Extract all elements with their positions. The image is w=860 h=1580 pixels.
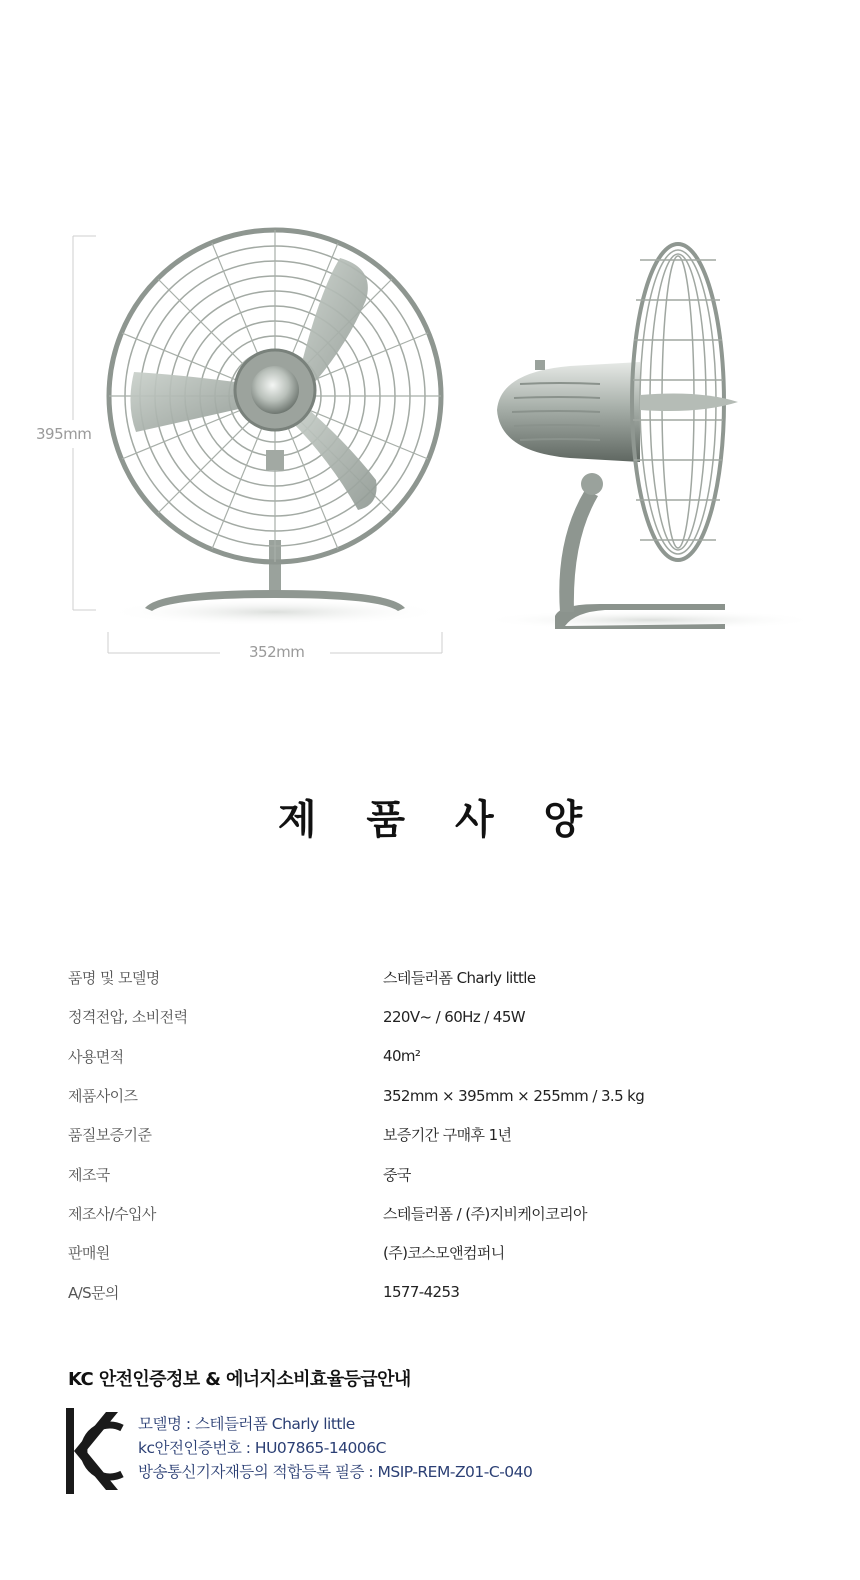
spec-value: 스테들러폼 / (주)지비케이코리아 — [383, 1204, 587, 1223]
spec-label: A/S문의 — [68, 1283, 119, 1302]
spec-label: 정격전압, 소비전력 — [68, 1008, 188, 1027]
kc-mark-icon — [66, 1408, 124, 1494]
kc-certification-block — [66, 1408, 532, 1494]
height-dimension-line — [73, 236, 96, 610]
kc-heading: KC 안전인증정보 & 에너지소비효율등급안내 — [68, 1369, 411, 1390]
spec-row — [68, 1194, 788, 1233]
spec-row — [68, 1037, 788, 1076]
spec-label: 품명 및 모델명 — [68, 969, 160, 988]
spec-label: 제조사/수입사 — [68, 1204, 156, 1223]
width-dimension-label: 352mm — [249, 643, 305, 661]
spec-row — [68, 1272, 788, 1311]
spec-row — [68, 1076, 788, 1115]
spec-value: (주)코스모앤컴퍼니 — [383, 1244, 505, 1263]
spec-row — [68, 1233, 788, 1272]
spec-value: 220V~ / 60Hz / 45W — [383, 1007, 525, 1026]
spec-label: 제조국 — [68, 1165, 110, 1184]
spec-row — [68, 958, 788, 997]
spec-row — [68, 1115, 788, 1154]
product-figure — [0, 0, 860, 700]
spec-label: 품질보증기준 — [68, 1126, 152, 1145]
spec-label: 사용면적 — [68, 1047, 124, 1066]
fan-illustration — [0, 0, 860, 700]
spec-value: 중국 — [383, 1165, 411, 1184]
spec-value: 352mm × 395mm × 255mm / 3.5 kg — [383, 1086, 645, 1105]
section-title: 제 품 사 양 — [277, 797, 601, 843]
spec-label: 제품사이즈 — [68, 1087, 138, 1106]
spec-table — [68, 958, 788, 1312]
spec-row — [68, 997, 788, 1036]
height-dimension-label: 395mm — [36, 425, 92, 443]
kc-cert-number-line: kc안전인증번호 : HU07865-14006C — [138, 1439, 386, 1457]
kc-registration-line: 방송통신기자재등의 적합등록 필증 : MSIP-REM-Z01-C-040 — [138, 1463, 533, 1481]
spec-value: 40m² — [383, 1047, 421, 1066]
kc-model-line: 모델명 : 스테들러폼 Charly little — [138, 1415, 355, 1433]
fan-front-view — [105, 230, 445, 626]
spec-value: 1577-4253 — [383, 1283, 460, 1302]
spec-value: 보증기간 구매후 1년 — [383, 1126, 512, 1145]
fan-side-view — [480, 244, 820, 630]
spec-row — [68, 1154, 788, 1193]
spec-value: 스테들러폼 Charly little — [383, 969, 536, 988]
spec-label: 판매원 — [68, 1244, 110, 1263]
